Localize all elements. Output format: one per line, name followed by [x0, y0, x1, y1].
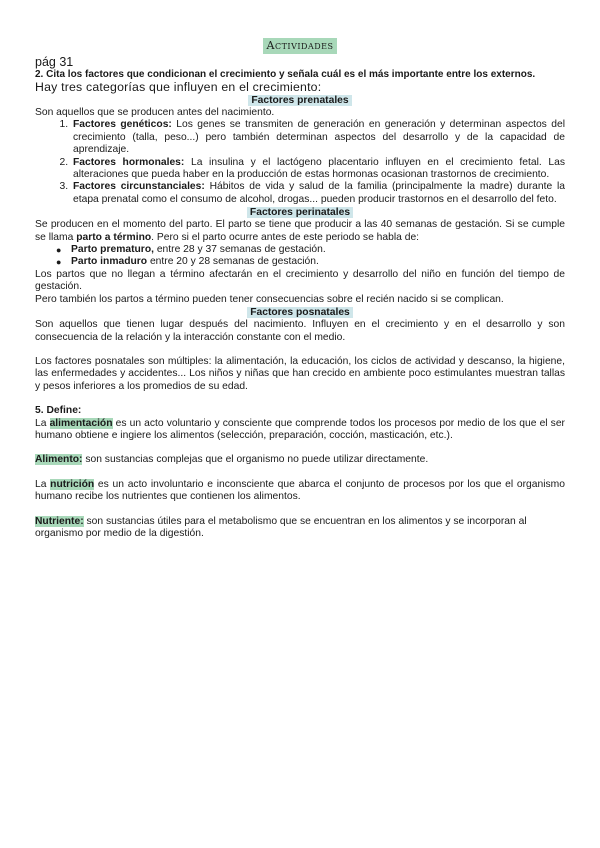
- definition-alimento: Alimento: son sustancias complejas que el organismo no puede utilizar directamente.: [35, 454, 429, 466]
- list-item: 2. Factores hormonales: La insulina y el lactógeno placentario influyen en el crecimiento fetal. Las alteraciones que pueda haber en la producción de estas hormonas ocasionan trastornos de crecimiento.: [71, 157, 565, 182]
- document-body: [35, 56, 565, 540]
- postnatal-text-1: Son aquellos que tienen lugar después del nacimiento. Influyen en el crecimiento y en el desarrollo y son consecuencia de la relación y la interacción constante con el medio.: [35, 319, 565, 343]
- perinatal-note-2: Pero también los partos a término pueden tener consecuencias sobre el recién nacido si se complican.: [35, 293, 504, 305]
- list-item: 1. Factores genéticos: Los genes se transmiten de generación en generación y determinan aspectos del crecimiento (talla, peso...) pero también determinan aspectos del desarrollo y de la capacidad de aprendizaje.: [71, 119, 565, 156]
- page-reference: pág 31: [35, 55, 74, 69]
- perinatal-text: Se producen en el momento del parto. El parto se tiene que producir a las 40 semanas de gestación. Si se cumple se llama parto a término. Pero si el parto ocurre antes de este periodo se habla de:: [35, 219, 565, 243]
- define-heading: 5. Define:: [35, 405, 82, 417]
- list-item: 3. Factores circunstanciales: Hábitos de vida y salud de la familia (principalmente la madre) durante la etapa prenatal como el consumo de alcohol, drogas... pueden producir trastornos en el desarrollo del feto.: [71, 181, 565, 206]
- question-2: 2. Cita los factores que condicionan el crecimiento y señala cuál es el más importante entre los externos.: [35, 69, 536, 80]
- intro-text: Hay tres categorías que influyen en el crecimiento:: [35, 80, 322, 94]
- page-title: Actividades: [263, 38, 338, 54]
- bullet-icon: ●: [56, 245, 62, 256]
- prenatal-list: [35, 119, 565, 206]
- perinatal-note-1: Los partos que no llegan a término afectarán en el crecimiento y desarrollo del niño en función del tiempo de gestación.: [35, 268, 565, 293]
- definition-alimentacion: La alimentación es un acto voluntario y consciente que comprende todos los procesos por medio de los que el ser humano obtiene e ingiere los alimentos (selección, preparación, cocción, masticación, etc.).: [35, 417, 565, 441]
- postnatal-text-2: Los factores posnatales son múltiples: la alimentación, la educación, los ciclos de actividad y descanso, la higiene, las enfermedades y accidentes... Los niños y niñas que han crecido en ambiente poco estimulantes muestran tallas y pesos inferiores a los promedios de su edad.: [35, 355, 565, 392]
- definition-nutriente: Nutriente: son sustancias útiles para el metabolismo que se encuentran en los alimentos y se incorporan al organismo por medio de la digestión.: [35, 515, 527, 539]
- bullet-icon: ●: [56, 257, 62, 268]
- heading-perinatal: Factores perinatales: [35, 206, 565, 219]
- title-wrap: [0, 38, 600, 54]
- definition-nutricion: La nutrición es un acto involuntario e inconsciente que abarca el conjunto de procesos por los que el organismo humano recibe los nutrientes que contienen los alimentos.: [35, 478, 565, 503]
- list-item: ● Parto inmaduro entre 20 y 28 semanas de gestación.: [56, 256, 319, 268]
- prenatal-text: Son aquellos que se producen antes del nacimiento.: [35, 107, 275, 118]
- list-item: ● Parto prematuro, entre 28 y 37 semanas de gestación.: [56, 244, 326, 256]
- perinatal-list: [35, 244, 565, 269]
- heading-postnatal: Factores posnatales: [35, 306, 565, 319]
- heading-prenatal: Factores prenatales: [35, 94, 565, 107]
